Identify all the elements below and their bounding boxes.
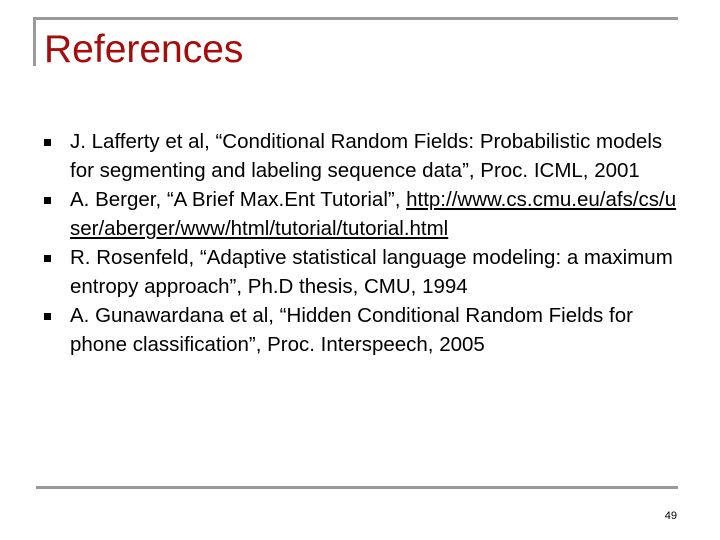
page-number: 49 <box>664 510 677 522</box>
reference-item <box>42 127 682 185</box>
left-rule <box>33 17 36 66</box>
bottom-rule <box>36 486 678 489</box>
reference-item <box>42 243 682 301</box>
top-rule <box>33 17 678 20</box>
reference-item <box>42 301 682 359</box>
reference-list <box>42 127 682 359</box>
reference-item <box>42 185 682 243</box>
reference-text: A. Gunawardana et al, “Hidden Conditional Random Fields for phone classification”, Proc. Interspeech, 2005 <box>70 304 633 356</box>
reference-text: A. Berger, “A Brief Max.Ent Tutorial”, <box>70 188 407 211</box>
square-bullet-icon <box>44 197 51 204</box>
reference-link[interactable]: http://www.cs.cmu.eu/afs/cs/user/aberger/www/html/tutorial/tutorial.html <box>70 188 677 240</box>
slide-title: References <box>44 28 244 71</box>
square-bullet-icon <box>44 139 51 146</box>
square-bullet-icon <box>44 313 51 320</box>
reference-text: R. Rosenfeld, “Adaptive statistical language modeling: a maximum entropy approach”, Ph.D thesis, CMU, 1994 <box>70 246 673 298</box>
reference-text: J. Lafferty et al, “Conditional Random Fields: Probabilistic models for segmenting and labeling sequence data”, Proc. ICML, 2001 <box>70 130 663 182</box>
square-bullet-icon <box>44 255 51 262</box>
